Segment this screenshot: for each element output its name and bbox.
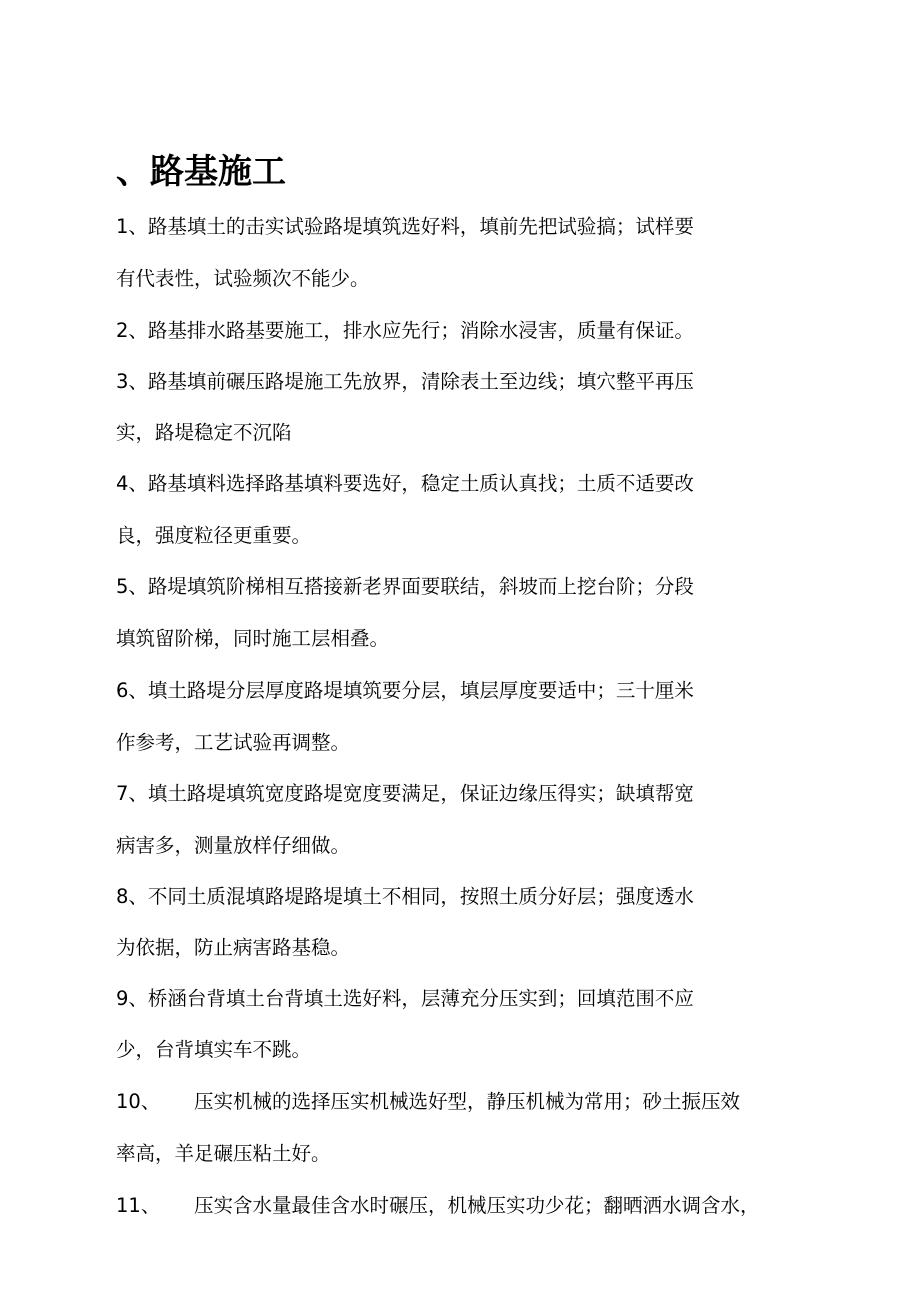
- item-number: 1、: [116, 215, 148, 238]
- item-11-line-1: [116, 1191, 760, 1221]
- item-text: 路基填料选择路基填料要选好，稳定土质认真找；土质不适要改: [147, 472, 694, 495]
- item-number: 6、: [116, 679, 148, 702]
- item-text: 路基填前碾压路堤施工先放界，清除表土至边线；填穴整平再压: [147, 370, 694, 393]
- item-text: 填土路堤填筑宽度路堤宽度要满足，保证边缘压得实；缺填帮宽: [147, 782, 694, 805]
- item-9-line-1: [116, 984, 694, 1014]
- item-9-line-2: 少，台背填实车不跳。: [116, 1038, 312, 1061]
- item-8-line-1: [116, 882, 694, 912]
- item-number: 9、: [116, 987, 148, 1010]
- item-7-line-1: [116, 779, 694, 809]
- item-10-line-2: 率高，羊足碾压粘土好。: [116, 1142, 331, 1165]
- item-number: 4、: [116, 472, 148, 495]
- item-3-line-1: [116, 367, 694, 397]
- item-number: 10、: [116, 1090, 161, 1113]
- item-6-line-1: [116, 676, 694, 706]
- item-text: 压实含水量最佳含水时碾压，机械压实功少花；翻晒洒水调含水，: [194, 1194, 760, 1217]
- item-number: 11、: [116, 1194, 161, 1217]
- item-number: 5、: [116, 575, 148, 598]
- item-1-line-2: 有代表性，试验频次不能少。: [116, 267, 370, 290]
- item-4-line-1: [116, 469, 694, 499]
- item-text: 填土路堤分层厚度路堤填筑要分层，填层厚度要适中；三十厘米: [147, 679, 694, 702]
- section-heading: 、路基施工: [116, 152, 286, 192]
- item-5-line-2: 填筑留阶梯，同时施工层相叠。: [116, 627, 390, 650]
- item-2-line-1: [116, 316, 694, 346]
- item-7-line-2: 病害多，测量放样仔细做。: [116, 834, 351, 857]
- item-4-line-2: 良，强度粒径更重要。: [116, 524, 312, 547]
- item-1-line-1: [116, 212, 694, 242]
- item-text: 桥涵台背填土台背填土选好料，层薄充分压实到；回填范围不应: [147, 987, 694, 1010]
- item-number: 3、: [116, 370, 148, 393]
- item-number: 8、: [116, 885, 148, 908]
- item-text: 压实机械的选择压实机械选好型，静压机械为常用；砂土振压效: [194, 1090, 741, 1113]
- item-3-line-2: 实，路堤稳定不沉陷: [116, 421, 292, 444]
- item-5-line-1: [116, 572, 694, 602]
- item-6-line-2: 作参考，工艺试验再调整。: [116, 731, 351, 754]
- item-10-line-1: [116, 1087, 740, 1117]
- item-text: 路基排水路基要施工，排水应先行；消除水浸害，质量有保证。: [147, 319, 694, 342]
- item-text: 路基填土的击实试验路堤填筑选好料，填前先把试验搞；试样要: [147, 215, 694, 238]
- item-number: 7、: [116, 782, 148, 805]
- item-8-line-2: 为依据，防止病害路基稳。: [116, 936, 351, 959]
- item-text: 路堤填筑阶梯相互搭接新老界面要联结，斜坡而上挖台阶；分段: [147, 575, 694, 598]
- item-text: 不同土质混填路堤路堤填土不相同，按照土质分好层；强度透水: [147, 885, 694, 908]
- item-number: 2、: [116, 319, 148, 342]
